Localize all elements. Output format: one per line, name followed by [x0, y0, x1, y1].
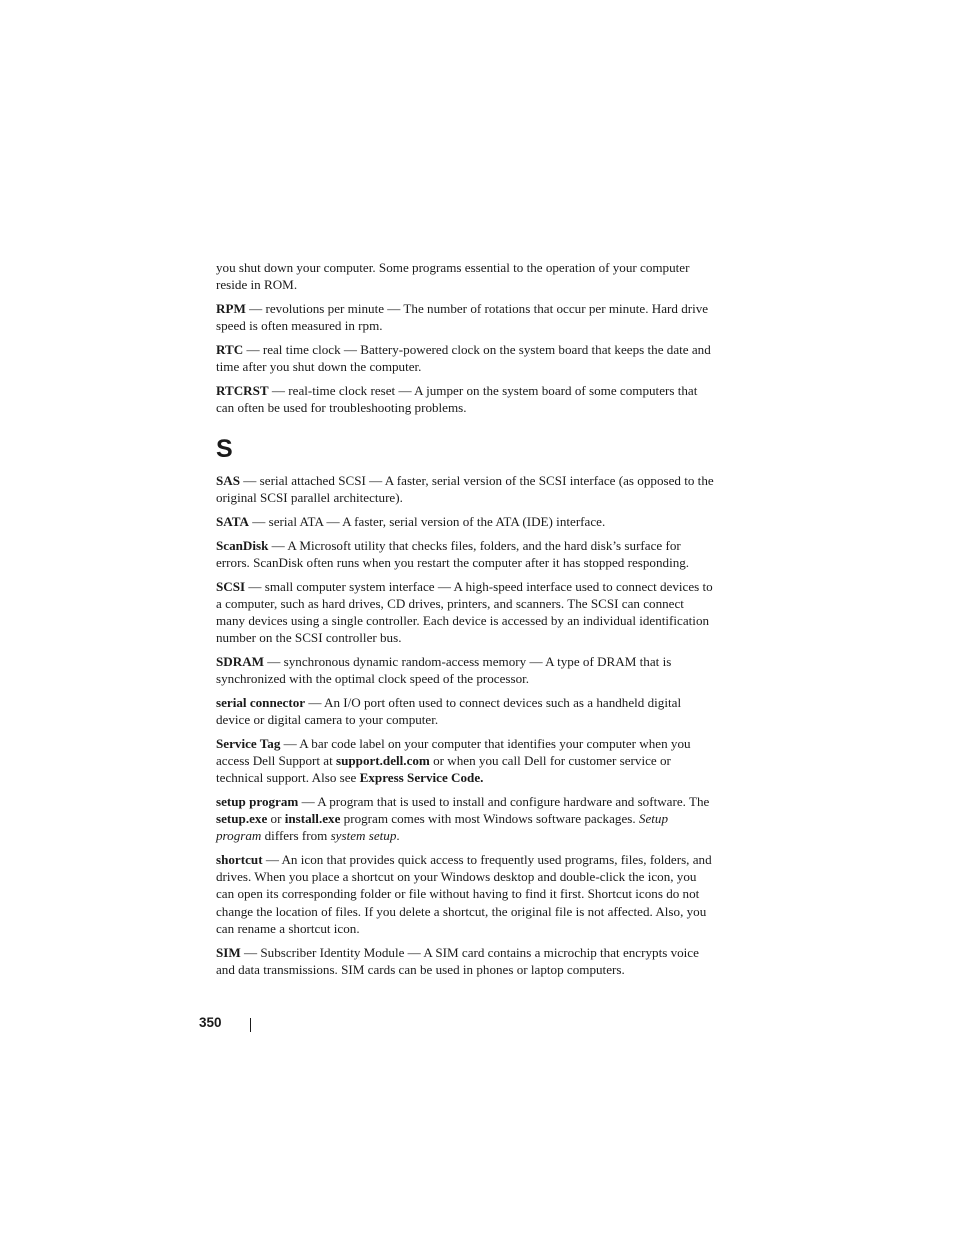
section-heading-s: S [216, 435, 233, 464]
glossary-entries-s [216, 472, 716, 978]
glossary-term: SAS [216, 473, 241, 489]
definition-text: — revolutions per minute — The number of rotations that occur per minute. Hard drive speed is often measured in rpm. [216, 300, 709, 334]
bold-reference: support.dell.com [336, 752, 430, 768]
glossary-term: RTC [216, 341, 244, 357]
definition-text: — synchronous dynamic random-access memory — A type of DRAM that is synchronized with the optimal clock speed of the processor. [216, 653, 672, 687]
glossary-entry [216, 944, 716, 978]
bold-reference: setup.exe [216, 811, 268, 827]
bold-reference: Express Service Code. [359, 770, 484, 786]
definition-text: — An I/O port often used to connect devices such as a handheld digital device or digital camera to your computer. [216, 694, 682, 728]
glossary-content [216, 259, 716, 984]
definition-text: or [267, 811, 285, 827]
glossary-term: RTCRST [216, 382, 269, 398]
glossary-term: SATA [216, 514, 249, 530]
glossary-entry [216, 513, 716, 530]
italic-reference: Setup program [216, 811, 669, 844]
glossary-term: shortcut [216, 851, 263, 867]
definition-text: — real time clock — Battery-powered clock on the system board that keeps the date and time after you shut down the computer. [216, 341, 711, 375]
glossary-entry [216, 472, 716, 506]
italic-reference: system setup [330, 828, 397, 844]
definition-text: differs from [261, 828, 331, 844]
definition-text: — small computer system interface — A high-speed interface used to connect devices to a computer, such as hard drives, CD drives, printers, and scanners. The SCSI can connect many devices using a single controller. Each device is accessed by an individual identification number on the SCSI controller bus. [216, 578, 713, 646]
glossary-entry [216, 851, 716, 937]
glossary-entry [216, 341, 716, 375]
page-number: 350 [199, 1015, 222, 1030]
definition-text: you shut down your computer. Some programs essential to the operation of your computer reside in ROM. [216, 260, 690, 293]
definition-text: — Subscriber Identity Module — A SIM card contains a microchip that encrypts voice and data transmissions. SIM cards can be used in phones or laptop computers. [216, 944, 699, 977]
glossary-entry [216, 578, 716, 647]
definition-text: — A bar code label on your computer that identifies your computer when you access Dell Support at [216, 735, 691, 768]
glossary-term: ScanDisk [216, 537, 269, 553]
definition-text: . [396, 828, 400, 844]
glossary-term: SIM [216, 944, 241, 960]
definition-text: — An icon that provides quick access to frequently used programs, files, folders, and drives. When you place a shortcut on your Windows desktop and double-click the icon, you can open its corresponding folder or file without having to find it first. Shortcut icons do not change the location of files. If you delete a shortcut, the original file is not affected. Also, you can rename a shortcut icon. [216, 851, 712, 936]
definition-text: — serial attached SCSI — A faster, serial version of the SCSI interface (as opposed to the original SCSI parallel architecture). [216, 473, 714, 506]
definition-text: program comes with most Windows software packages. [340, 811, 639, 827]
footer-divider [250, 1018, 251, 1032]
glossary-term: serial connector [216, 694, 306, 710]
definition-text: — A Microsoft utility that checks files, folders, and the hard disk’s surface for errors. ScanDisk often runs when you restart the computer after it has stopped responding. [216, 537, 690, 570]
bold-reference: install.exe [284, 811, 341, 827]
glossary-entry [216, 537, 716, 571]
definition-text: — A program that is used to install and configure hardware and software. The [298, 793, 710, 809]
glossary-entry [216, 259, 716, 293]
glossary-term: SCSI [216, 578, 246, 594]
definition-text: — real-time clock reset — A jumper on the system board of some computers that can often be used for troubleshooting problems. [216, 382, 698, 415]
glossary-entry [216, 735, 716, 787]
glossary-entry [216, 653, 716, 687]
glossary-entry [216, 382, 716, 416]
definition-text: or when you call Dell for customer service or technical support. Also see [216, 752, 671, 786]
page-footer [199, 1014, 251, 1032]
glossary-term: setup program [216, 793, 299, 809]
glossary-entry [216, 694, 716, 728]
glossary-entry [216, 300, 716, 334]
glossary-term: RPM [216, 300, 246, 316]
glossary-entry [216, 793, 716, 845]
glossary-entries-r [216, 259, 716, 416]
glossary-term: Service Tag [216, 735, 281, 751]
definition-text: — serial ATA — A faster, serial version of the ATA (IDE) interface. [248, 514, 606, 530]
glossary-term: SDRAM [216, 653, 265, 669]
